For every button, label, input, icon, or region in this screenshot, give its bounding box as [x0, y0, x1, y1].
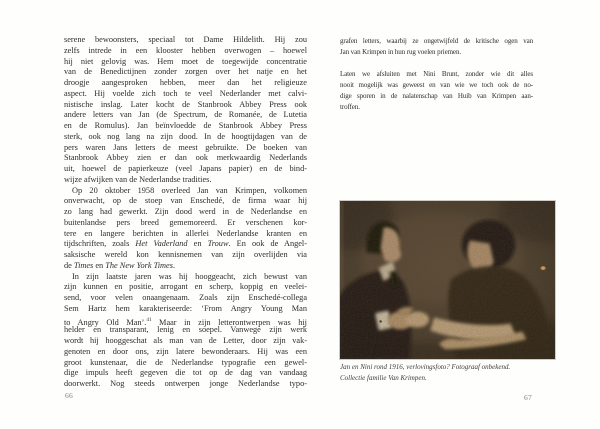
text-line: droogje aangesproken hebben, meer dan het religieuze — [64, 78, 307, 87]
text-line: zelfs intrede in een klooster hebben overwogen – hoewel — [64, 45, 307, 55]
text-line: In zijn laatste jaren was hij hooggeacht, zich bewust van — [72, 271, 307, 281]
paragraph — [64, 272, 307, 390]
text-line: en de Romulus). Jan beïnvloedde de Stanbrook Abbey Press — [64, 121, 307, 130]
text-line: buitenlandse pers breed gememoreerd. Er verschenen kor- — [64, 217, 307, 227]
engagement-photo-art — [340, 201, 555, 359]
text-line: pers waren Jans letters de meest gebruikte. De boeken van — [64, 142, 307, 152]
text-line: andere letters van Jan (de Spectrum, de Romanée, de Lutetia — [64, 110, 307, 120]
text-line: Sem Hartz hem karakteriseerde: ‘From Angry Young Man — [64, 303, 307, 313]
text-line: dige sporen in de nalatenschap van Huib van Krimpen aan- — [340, 92, 533, 100]
text-line: groot kunstenaar, die de Nederlandse typografie een gewel- — [64, 357, 307, 367]
photo-caption — [340, 362, 556, 384]
text-line: doorwerkt. Nog steeds ontwerpen jonge Nederlandse typo- — [64, 379, 307, 388]
text-line: serene bewoonsters, speciaal tot Dame Hildelith. Hij zou — [64, 35, 307, 44]
text-line: helder en transparant, lenig en soepel. Vanwege zijn werk — [64, 325, 307, 335]
text-line: to Angry Old Man’.$^{41}$ Maar in zijn letterontwerpen was hij — [64, 316, 307, 327]
text-line: grafen letters, waarbij ze ongetwijfeld de kritische ogen van — [340, 37, 533, 45]
text-line: send, voor velen onaangenaam. Zoals zijn Enschedé-collega — [64, 293, 307, 302]
text-line: de Times en The New York Times. — [64, 260, 176, 270]
right-page-number: 67 — [524, 393, 533, 402]
text-line: aspect. Hij voelde zich toch te veel Nederlander met calvi- — [64, 88, 307, 98]
text-line: tere en langere berichten in allerlei Nederlandse kranten en — [64, 228, 307, 238]
left-text-block — [64, 35, 307, 390]
text-line: wijze afwijken van de Nederlandse tradities. — [64, 174, 212, 184]
text-line: Op 20 oktober 1958 overleed Jan van Krimpen, volkomen — [72, 185, 307, 195]
text-line: zijn kunnen en positie, arrogant en scherp, koppig en veelei- — [64, 282, 307, 292]
photo-grain — [340, 201, 555, 359]
text-line: Laten we afsluiten met Nini Brunt, zonder wie dit alles — [340, 70, 533, 78]
text-line: dige impuls heeft gegeven die tot op de dag van vandaag — [64, 368, 307, 378]
paragraph — [340, 36, 533, 58]
text-line: zo lang had gewerkt. Zijn dood werd in de Nederlandse en — [64, 207, 307, 216]
text-line: Stanbrook Abbey zien er dan ook merkwaardig Nederlands — [64, 153, 307, 163]
photo-caption-line: Jan en Nini rond 1916, verlovingsfoto? Fotograaf onbekend. — [340, 363, 511, 371]
text-line: nistische inslag. Later kocht de Stanbrook Abbey Press ook — [64, 99, 307, 109]
text-line: troffen. — [340, 103, 360, 111]
text-line: uit, hoewel de papierkeuze (veel Japans papier) en de bind- — [64, 164, 307, 173]
paragraph — [340, 69, 533, 113]
text-line: wordt hij hooggeschat als man van de Letter, door zijn vak- — [64, 336, 307, 345]
text-line: Jan van Krimpen in hun rug voelen priemen. — [340, 48, 461, 56]
right-text-block — [340, 36, 533, 113]
paragraph — [64, 35, 307, 186]
text-line: sterk, ook nog lang na zijn dood. In de hoogtijdagen van de — [64, 131, 307, 141]
text-line: saksische wereld kon kennisnemen van zijn overlijden via — [64, 250, 307, 259]
engagement-photo — [339, 200, 556, 360]
left-page-number: 66 — [65, 391, 74, 400]
text-line: tijdschriften, zoals Het Vaderland en Trouw. En ook de Angel- — [64, 239, 307, 249]
text-line: genoten en door ons, zijn latere bewonderaars. Hij was een — [64, 346, 307, 356]
text-line: hij niet gelovig was. Hem moet de toegewijde concentratie — [64, 56, 307, 66]
photo-caption-line: Collectie familie Van Krimpen. — [340, 374, 427, 382]
text-line: nooit mogelijk was geweest en van wie we toch ook de no- — [340, 81, 533, 89]
text-line: van de Benedictijnen zonder zorgen over het natje en het — [64, 67, 307, 77]
text-line: onverwacht, op de stoep van Enschedé, de firma waar hij — [64, 196, 307, 206]
paragraph — [64, 186, 307, 272]
